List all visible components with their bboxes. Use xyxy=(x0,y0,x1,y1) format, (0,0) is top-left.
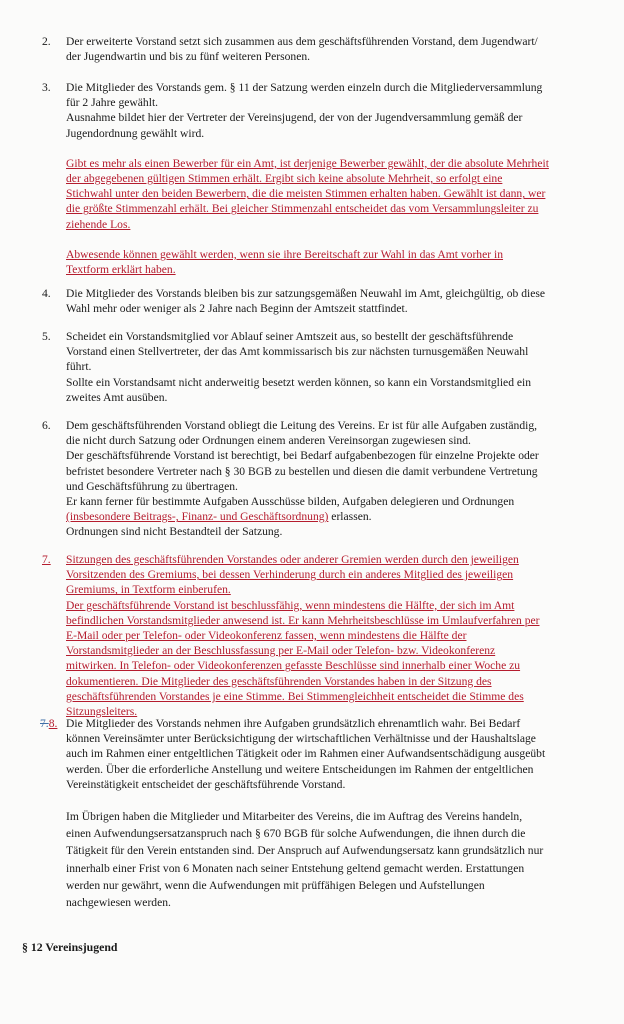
item-number: 4. xyxy=(42,287,51,300)
item-number: 3. xyxy=(42,81,51,94)
item-text xyxy=(66,80,606,277)
item-text xyxy=(66,418,606,540)
item-text xyxy=(66,716,606,911)
section-heading: § 12 Vereinsjugend xyxy=(22,940,118,954)
item-number: 5. xyxy=(42,330,51,343)
inserted-paragraph: Abwesende können gewählt werden, wenn sie ihre Bereitschaft zur Wahl in das Amt vorher in Textform erklärt haben. xyxy=(66,247,504,277)
item-text xyxy=(66,552,606,719)
item-number: 6. xyxy=(42,419,51,432)
item-text xyxy=(66,286,606,316)
paragraph: Im Übrigen haben die Mitglieder und Mitarbeiter des Vereins, die im Auftrag des Vereins handeln, einen Aufwendungsersatzanspruch nach § 670 BGB für solche Aufwendungen, die ihnen durch die Tätigkeit für den Verein entstanden sind. Der Anspruch auf Aufwendungsersatz kann grundsätzlich nur innerhalb einer Frist von 6 Monaten nach seiner Entstehung geltend gemacht werden. Erstattungen werden nur gewährt, wenn die Aufwendungen mit prüffähigen Belegen und Aufstellungen nachgewiesen werden. xyxy=(66,810,544,910)
item-number: 2. xyxy=(42,35,51,48)
paragraph: Die Mitglieder des Vorstands nehmen ihre Aufgaben grundsätzlich ehrenamtlich wahr. Bei Bedarf können Vereinsämter unter Berücksichtigung der wirtschaftlichen Verhältnisse und der Haushaltslage auch im Rahmen einer entgeltlichen Tätigkeit oder im Rahmen einer Aufwandsentschädigung ausgeübt werden. Über die erforderliche Anstellung und weitere Entscheidungen im Rahmen der entgeltlichen Vereinstätigkeit entscheidet der geschäftsführende Vorstand. xyxy=(66,717,546,791)
paragraph: Dem geschäftsführenden Vorstand obliegt die Leitung des Vereins. Er ist für alle Aufgaben zuständig, die nicht durch Satzung oder Ordnungen einem anderen Vereinsorgan zugewiesen sind. Der geschäftsführende Vorstand ist berechtigt, bei Bedarf aufgabenbezogen für einzelne Projekte oder befristet besondere Vertreter nach § 30 BGB zu bestellen und diesen die damit verbundene Vertretung und Geschäftsführung zu übertragen. Er kann ferner für bestimmte Aufgaben Ausschüsse bilden, Aufgaben delegieren und Ordnungen xyxy=(66,419,539,509)
paragraph: Die Mitglieder des Vorstands gem. § 11 der Satzung werden einzeln durch die Mitgliederversammlung für 2 Jahre gewählt. Ausnahme bildet hier der Vertreter der Vereinsjugend, der von der Jugendversammlung gemäß der Jugendordnung gewählt wird. xyxy=(66,81,543,140)
paragraph: Die Mitglieder des Vorstands bleiben bis zur satzungsgemäßen Neuwahl im Amt, gleichgültig, ob diese Wahl mehr oder weniger als 2 Jahre nach Beginn der Amtszeit stattfindet. xyxy=(66,287,546,316)
inserted-paragraph: Sitzungen des geschäftsführenden Vorstandes oder anderer Gremien werden durch den jeweiligen Vorsitzenden des Gremiums, bei dessen Verhinderung durch ein anderes Mitglied des jeweiligen Gremiums, in Textform einberufen. Der geschäftsführende Vorstand ist beschlussfähig, wenn mindestens die Hälfte, der sich im Amt befindlichen Vorstandsmitglieder anwesend ist. Er kann Mehrheitsbeschlüsse im Umlaufverfahren per E-Mail oder per Telefon- oder Videokonferenz fassen, wenn mindestens die Hälfte der Vorstandsmitglieder an der Beschlussfassung per E-Mail oder Telefon- bzw. Videokonferenz mitwirken. In Telefon- oder Videokonferenzen gefasste Beschlüsse sind innerhalb einer Woche zu dokumentieren. Die Mitglieder des geschäftsführenden Vorstandes haben in der Sitzung des geschäftsführenden Vorstandes je eine Stimme. Bei Stimmengleichheit entscheidet die Stimme des Sitzungsleiters. xyxy=(66,553,540,719)
paragraph: Scheidet ein Vorstandsmitglied vor Ablauf seiner Amtszeit aus, so bestellt der geschäftsführende Vorstand einen Stellvertreter, der das Amt kommissarisch bis zur nächsten turnusgemäßen Neuwahl führt. Sollte ein Vorstandsamt nicht anderweitig besetzt werden können, so kann ein Vorstandsmitglied ein zweites Amt ausüben. xyxy=(66,330,532,404)
item-text xyxy=(66,329,606,405)
deleted-number: 7. xyxy=(40,717,49,730)
inserted-text: (insbesondere Beitrags-, Finanz- und Geschäftsordnung) xyxy=(66,510,329,524)
text-span: erlassen. xyxy=(328,510,372,524)
paragraph: Ordnungen sind nicht Bestandteil der Satzung. xyxy=(66,525,283,539)
item-number xyxy=(40,716,57,731)
item-text xyxy=(66,34,606,64)
paragraph-line xyxy=(66,509,606,524)
item-number: 7. xyxy=(42,553,51,566)
inserted-number: 8. xyxy=(48,717,58,730)
inserted-paragraph: Gibt es mehr als einen Bewerber für ein Amt, ist derjenige Bewerber gewählt, der die absolute Mehrheit der abgegebenen gültigen Stimmen erhält. Ergibt sich keine absolute Mehrheit, so erfolgt eine Stichwahl unter den beiden Bewerbern, die die meisten Stimmen erhalten haben. Gewählt ist dann, wer die größte Stimmenzahl erhält. Bei gleicher Stimmenzahl entscheidet das vom Versammlungsleiter zu ziehende Los. xyxy=(66,156,549,231)
paragraph: Der erweiterte Vorstand setzt sich zusammen aus dem geschäftsführenden Vorstand, dem Jugendwart/ der Jugendwartin und bis zu fünf weiteren Personen. xyxy=(66,35,538,64)
